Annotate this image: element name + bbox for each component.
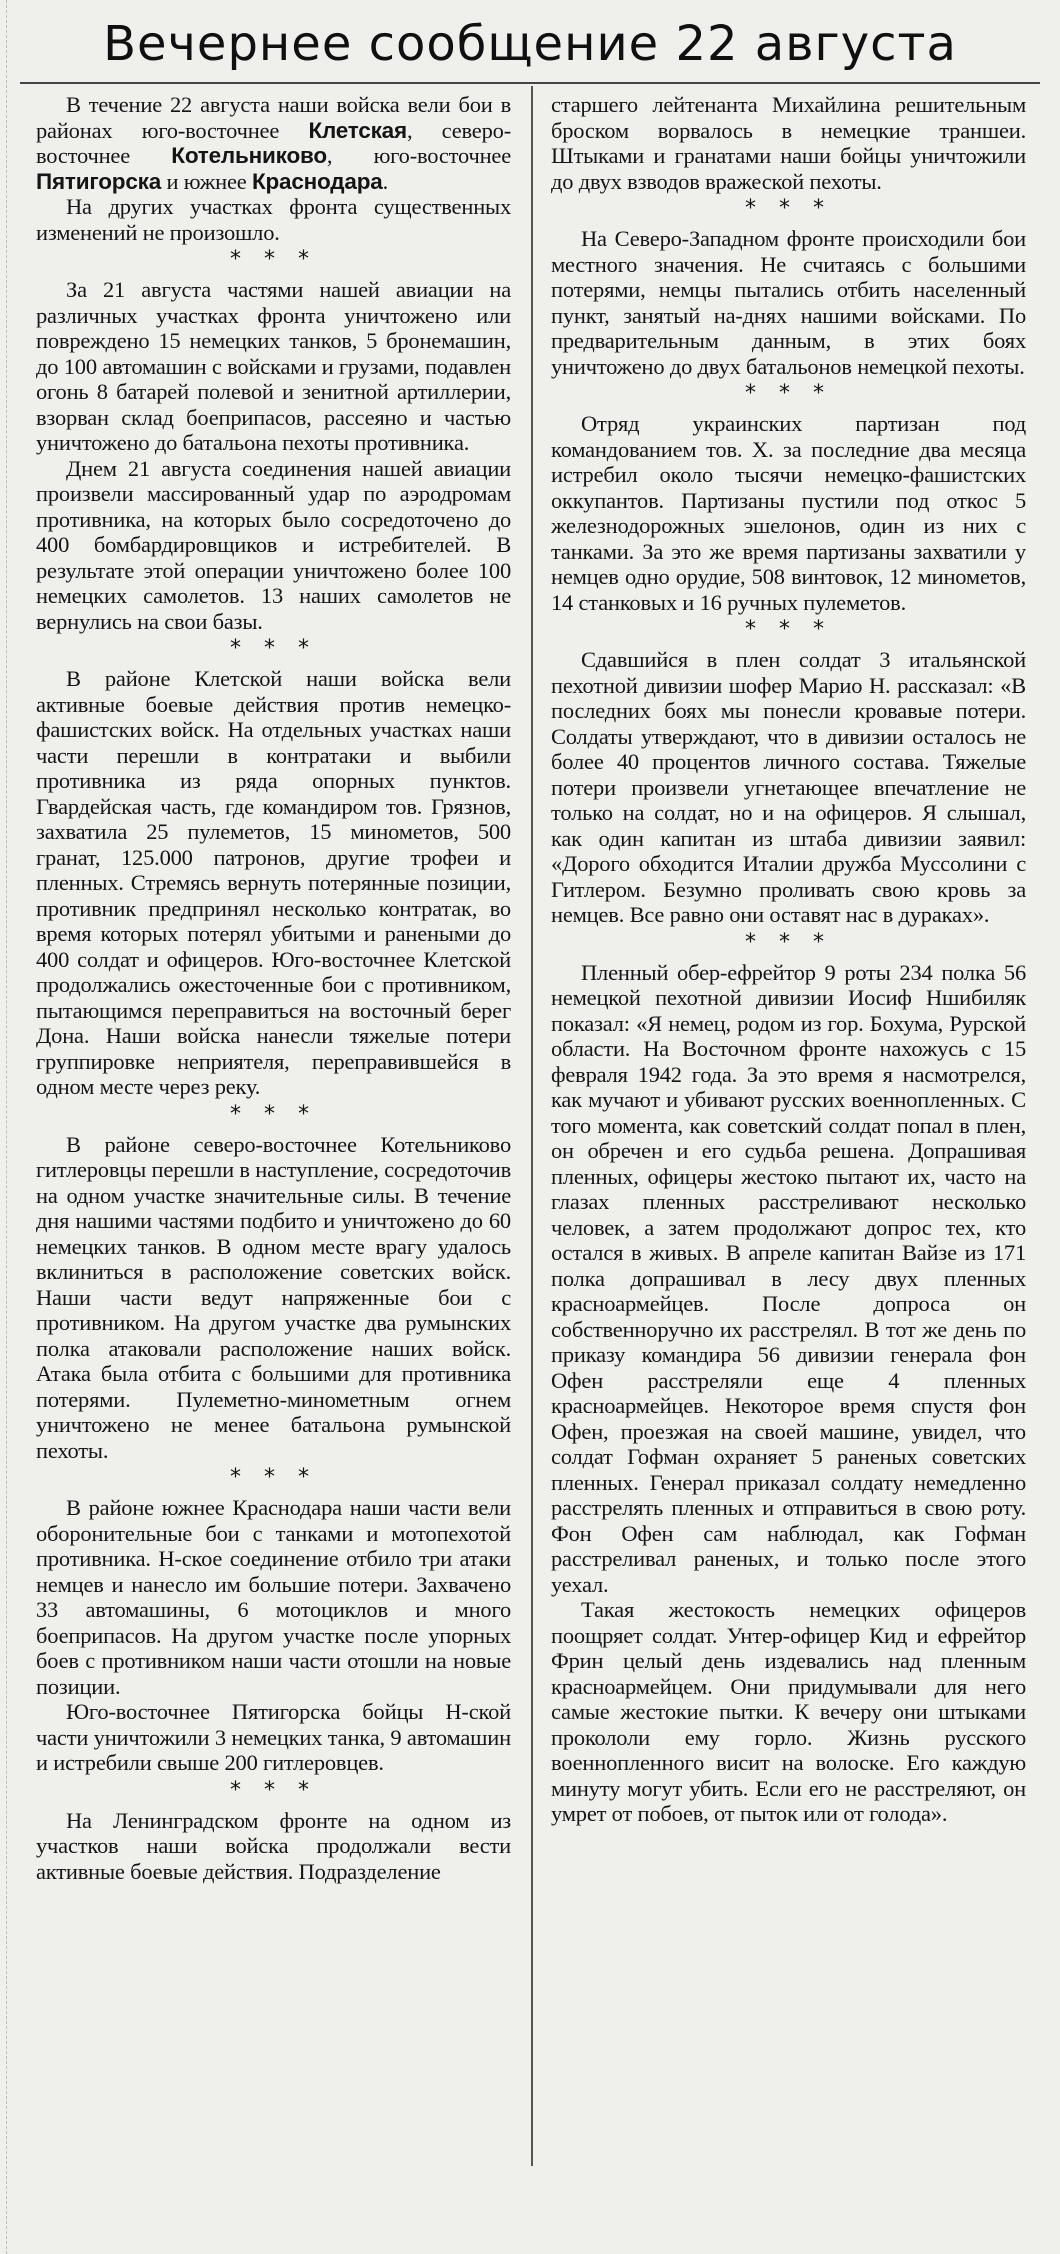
section-separator: * * * — [230, 1777, 317, 1803]
place-kletskaya: Клетская — [308, 117, 407, 143]
section-separator: * * * — [745, 617, 832, 642]
page-fold-line — [6, 0, 7, 2254]
lead-text-1: В течение 22 августа наши войска вели бои в районах юго-восточнее — [36, 92, 511, 143]
lead-text-2: , северо-восточнее — [36, 117, 511, 168]
paragraph: Такая жестокость немецких офицеров поощряет солдат. Унтер-офицер Кид и ефрейтор Фрин целый день издевались над пленным красноармейцем. Они придумывали для него самые жестокие пытки. К вечеру они штыками прокололи ему горло. Жизнь русского военнопленного висит на волоске. Его каждую минуту могут убить. Если его не расстреляют, он умрет от побоев, от пыток или от голода». — [551, 1597, 1026, 1826]
paragraph: Юго-восточнее Пятигорска бойцы Н-ской части уничтожили 3 немецких танка, 9 автомашин и истребили свыше 200 гитлеровцев. — [36, 1699, 511, 1775]
lead-text-5: . — [382, 168, 388, 194]
paragraph: В районе северо-восточнее Котельниково гитлеровцы перешли в наступление, сосредоточив на одном участке значительные силы. В течение дня нашими частями подбито и уничтожено до 60 немецких танков. В одном месте врагу удалось вклиниться в расположение советских войск. Наши части ведут напряженные бои с противником. На другом участке два румынских полка атаковали расположение наших войск. Атака была отбита с большими для противника потерями. Пулеметно-минометным огнем уничтожено не менее батальона румынской пехоты. — [36, 1131, 511, 1463]
section-separator: * * * — [230, 1465, 317, 1490]
paragraph: Пленный обер-ефрейтор 9 роты 234 полка 56 немецкой пехотной дивизии Иосиф Ншибиляк показал: «Я немец, родом из гор. Бохума, Рурской области. На Восточном фронте нахожусь с 15 февраля 1942 года. За это время я насмотрелся, как мучают и убивают русских военнопленных. С того момента, как советский солдат попал в плен, он обречен и его судьба решена. Допрашивая пленных, офицеры жестоко пытают их, часто на глазах пленных расстреливают несколько человек, а затем продолжают допрос тех, кто остался в живых. В апреле капитан Вайзе из 171 полка допрашивал в лесу двух пленных красноармейцев. После допроса он собственноручно их расстрелял. В тот же день по приказу командира 56 дивизии генерала фон Офен расстреляли еще 4 пленных красноармейцев. Некоторое время спустя фон Офен, проезжая на своей машине, увидел, что солдат Гофман охраняет 5 раненых советских пленных. Генерал приказал солдату немедленно расстрелять пленных и отправиться в свою роту. Фон Офен сам наблюдал, как Гофман расстреливал раненых, и только после этого уехал. — [551, 959, 1026, 1597]
paragraph: За 21 августа частями нашей авиации на различных участках фронта уничтожено или повреждено 15 немецких танков, 5 бронемашин, до 100 автомашин с войсками и грузами, подавлен огонь 8 батарей полевой и зенитной артиллерии, взорван склад боеприпасов, рассеяно и частью уничтожено до батальона пехоты противника. — [36, 277, 511, 455]
paragraph: На Северо-Западном фронте происходили бои местного значения. Не считаясь с большими потерями, немцы пытались отбить населенный пункт, занятый на-днях нашими войсками. По предварительным данным, в этих боях уничтожено до двух батальонов немецкой пехоты. — [551, 226, 1026, 379]
place-pyatigorsk: Пятигорска — [36, 168, 162, 194]
paragraph: Сдавшийся в плен солдат 3 итальянской пехотной дивизии шофер Марио Н. рассказал: «В последних боях мы понесли кровавые потери. Солдаты утверждают, что в дивизии осталось не более 40 процентов личного состава. Тяжелые потери произвели угнетающее впечатление не только на солдат, но и на офицеров. Я слышал, как один капитан из штаба дивизии заявил: «Дорого обходится Италии дружба Муссолини с Гитлером. Безумно проливать свою кровь за немцев. Все равно они оставят нас в дураках». — [551, 647, 1026, 927]
paragraph-continued: старшего лейтенанта Михайлина решительным броском ворвалось в немецкие траншеи. Штыками и гранатами наши бойцы уничтожили до двух взводов вражеской пехоты. — [551, 92, 1026, 194]
section-separator: * * * — [745, 196, 832, 221]
section-separator: * * * — [230, 636, 317, 661]
section-separator: * * * — [230, 1101, 317, 1127]
section-separator: * * * — [745, 929, 832, 955]
paragraph: На Ленинградском фронте на одном из участков наши войска продолжали вести активные боевые действия. Подразделение — [36, 1807, 511, 1884]
lead-text-4: и южнее — [161, 168, 252, 194]
section-separator: * * * — [230, 247, 317, 272]
paragraph: В районе южнее Краснодара наши части вели оборонительные бои с танками и мотопехотой противника. Н-ское соединение отбило три атаки немцев и нанесло им большие потери. Захвачено 33 автомашины, 6 мотоциклов и много боеприпасов. На другом участке после упорных боев с противником наши части отошли на новые позиции. — [36, 1495, 511, 1699]
section-separator: * * * — [745, 381, 832, 406]
column-divider — [531, 86, 533, 2166]
left-column — [36, 86, 511, 2166]
lead-paragraph — [36, 92, 511, 194]
place-krasnodar: Краснодара — [251, 168, 383, 194]
headline: Вечернее сообщение 22 августа — [103, 16, 957, 72]
paragraph: На других участках фронта существенных изменений не произошло. — [36, 194, 511, 245]
right-column — [551, 86, 1026, 2166]
paragraph: В районе Клетской наши войска вели активные боевые действия против немецко-фашистских войск. На отдельных участках наши части перешли в контратаки и выбили противника из ряда опорных пунктов. Гвардейская часть, где командиром тов. Грязнов, захватила 25 пулеметов, 15 минометов, 500 гранат, 125.000 патронов, другие трофеи и пленных. Стремясь вернуть потерянные позиции, противник предпринял несколько контратак, во время которых потерял убитыми и ранеными до 400 солдат и офицеров. Юго-восточнее Клетской продолжались ожесточенные бои с противником, пытающимся переправиться на восточный берег Дона. Наши войска нанесли тяжелые потери группировке неприятеля, переправившейся в одном месте через реку. — [36, 666, 511, 1099]
lead-text-3: , юго-восточнее — [326, 143, 511, 168]
paragraph: Отряд украинских партизан под командованием тов. Х. за последние два месяца истребил около тысячи немецко-фашистских оккупантов. Партизаны пустили под откос 5 железнодорожных эшелонов, один из них с танками. За это же время партизаны захватили у немцев одно орудие, 508 винтовок, 12 минометов, 14 станковых и 16 ручных пулеметов. — [551, 411, 1026, 615]
headline-rule — [20, 82, 1040, 84]
place-kotelnikovo: Котельниково — [171, 143, 327, 168]
paragraph: Днем 21 августа соединения нашей авиации произвели массированный удар по аэродромам противника, на которых было сосредоточено до 400 бомбардировщиков и истребителей. В результате этой операции уничтожено более 100 немецких самолетов. 13 наших самолетов не вернулись на свои базы. — [36, 455, 511, 634]
